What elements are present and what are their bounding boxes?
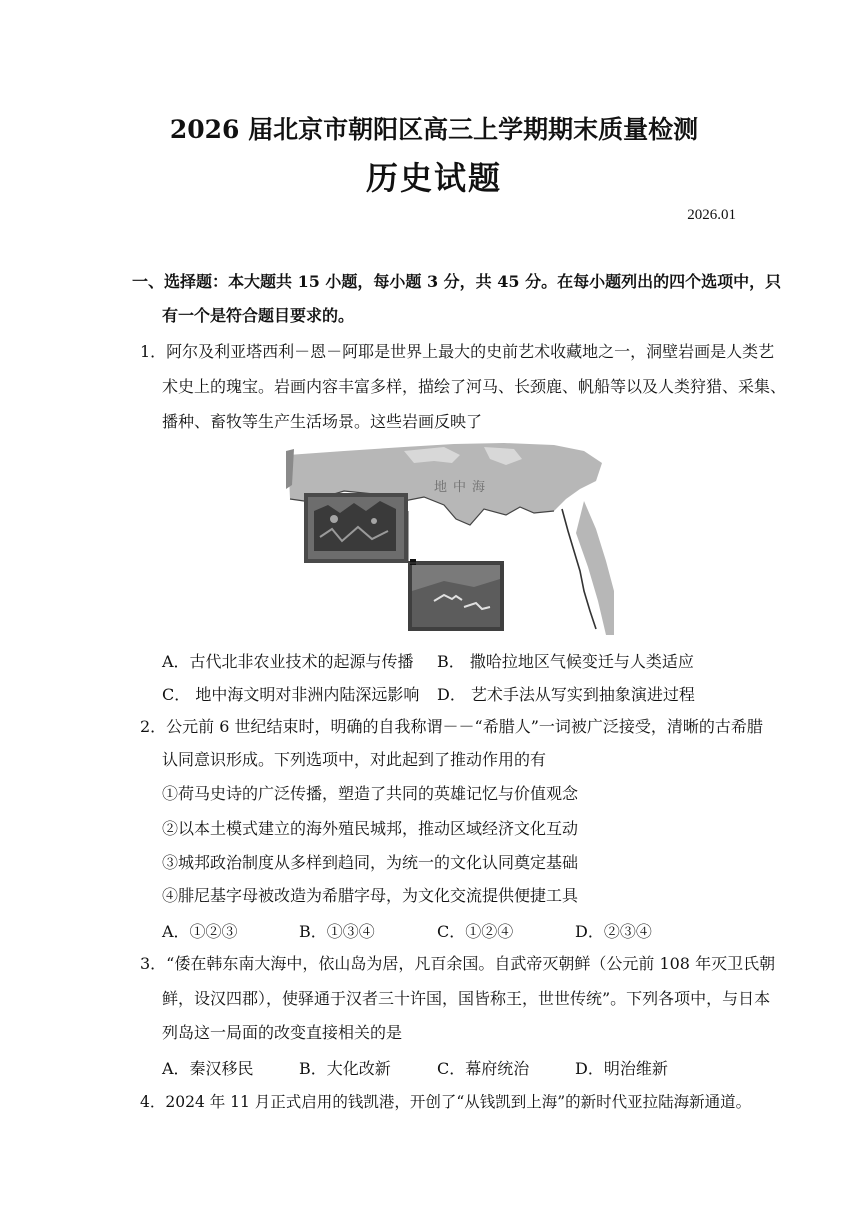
question-1-option-c[interactable]: C． 地中海文明对非洲内陆深远影响 xyxy=(162,685,420,704)
question-1-option-b[interactable]: B． 撒哈拉地区气候变迁与人类适应 xyxy=(437,652,694,671)
question-3-option-c[interactable]: C．幕府统治 xyxy=(437,1059,530,1078)
question-2-option-c[interactable]: C．①②④ xyxy=(437,922,514,941)
rock-art-photo-1 xyxy=(304,493,408,563)
question-2-statement-3: ③城邦政治制度从多样到趋同，为统一的文化认同奠定基础 xyxy=(162,853,579,872)
rock-art-map-figure xyxy=(284,441,614,635)
question-2-option-d[interactable]: D．②③④ xyxy=(575,922,652,941)
question-3-option-b[interactable]: B．大化改新 xyxy=(299,1059,391,1078)
question-3-line3: 列岛这一局面的改变直接相关的是 xyxy=(162,1023,403,1042)
question-2-option-a[interactable]: A．①②③ xyxy=(162,922,238,941)
question-3-option-d[interactable]: D．明治维新 xyxy=(575,1059,668,1078)
question-3-line2: 鲜，设汉四郡），使驿通于汉者三十许国，国皆称王，世世传统”。下列各项中，与日本 xyxy=(162,989,771,1008)
question-4-line1: 4．2024 年 11 月正式启用的钱凯港，开创了“从钱凯到上海”的新时代亚拉陆海新通道。 xyxy=(140,1093,752,1111)
question-1-line2: 术史上的瑰宝。岩画内容丰富多样，描绘了河马、长颈鹿、帆船等以及人类狩猎、采集、 xyxy=(162,377,787,396)
question-1-option-a[interactable]: A．古代北非农业技术的起源与传播 xyxy=(162,652,414,671)
subject-title: 历史试题 xyxy=(365,159,502,197)
question-1-line1: 1．阿尔及利亚塔西利－恩－阿耶是世界上最大的史前艺术收藏地之一，洞壁岩画是人类艺 xyxy=(140,342,775,361)
question-2-statement-4: ④腓尼基字母被改造为希腊字母，为文化交流提供便捷工具 xyxy=(162,886,579,905)
rock-art-photo-2 xyxy=(408,559,504,631)
section-heading-line1: 一、选择题：本大题共 15 小题，每小题 3 分，共 45 分。在每小题列出的四个选项中，只 xyxy=(132,272,782,291)
document-title: 2026 届北京市朝阳区高三上学期期末质量检测 xyxy=(169,115,699,144)
section-heading-line2: 有一个是符合题目要求的。 xyxy=(162,306,355,325)
question-2-option-b[interactable]: B．①③④ xyxy=(299,922,375,941)
map-north-africa-rock-art-icon xyxy=(284,441,614,635)
map-sea-label: 地中海 xyxy=(434,480,492,495)
question-1-line3: 播种、畜牧等生产生活场景。这些岩画反映了 xyxy=(162,412,483,431)
question-2-line1: 2．公元前 6 世纪结束时，明确的自我称谓－－“希腊人”一词被广泛接受，清晰的古希腊 xyxy=(140,717,763,736)
question-2-statement-1: ①荷马史诗的广泛传播，塑造了共同的英雄记忆与价值观念 xyxy=(162,784,579,803)
question-2-line2: 认同意识形成。下列选项中，对此起到了推动作用的有 xyxy=(162,750,547,769)
question-2-statement-2: ②以本土模式建立的海外殖民城邦，推动区域经济文化互动 xyxy=(162,819,579,838)
question-1-option-d[interactable]: D． 艺术手法从写实到抽象演进过程 xyxy=(437,685,695,704)
question-3-line1: 3．“倭在韩东南大海中，依山岛为居，凡百余国。自武帝灭朝鲜（公元前 108 年灭卫氏朝 xyxy=(140,954,776,973)
question-3-option-a[interactable]: A．秦汉移民 xyxy=(162,1059,254,1078)
exam-date: 2026.01 xyxy=(687,207,736,223)
